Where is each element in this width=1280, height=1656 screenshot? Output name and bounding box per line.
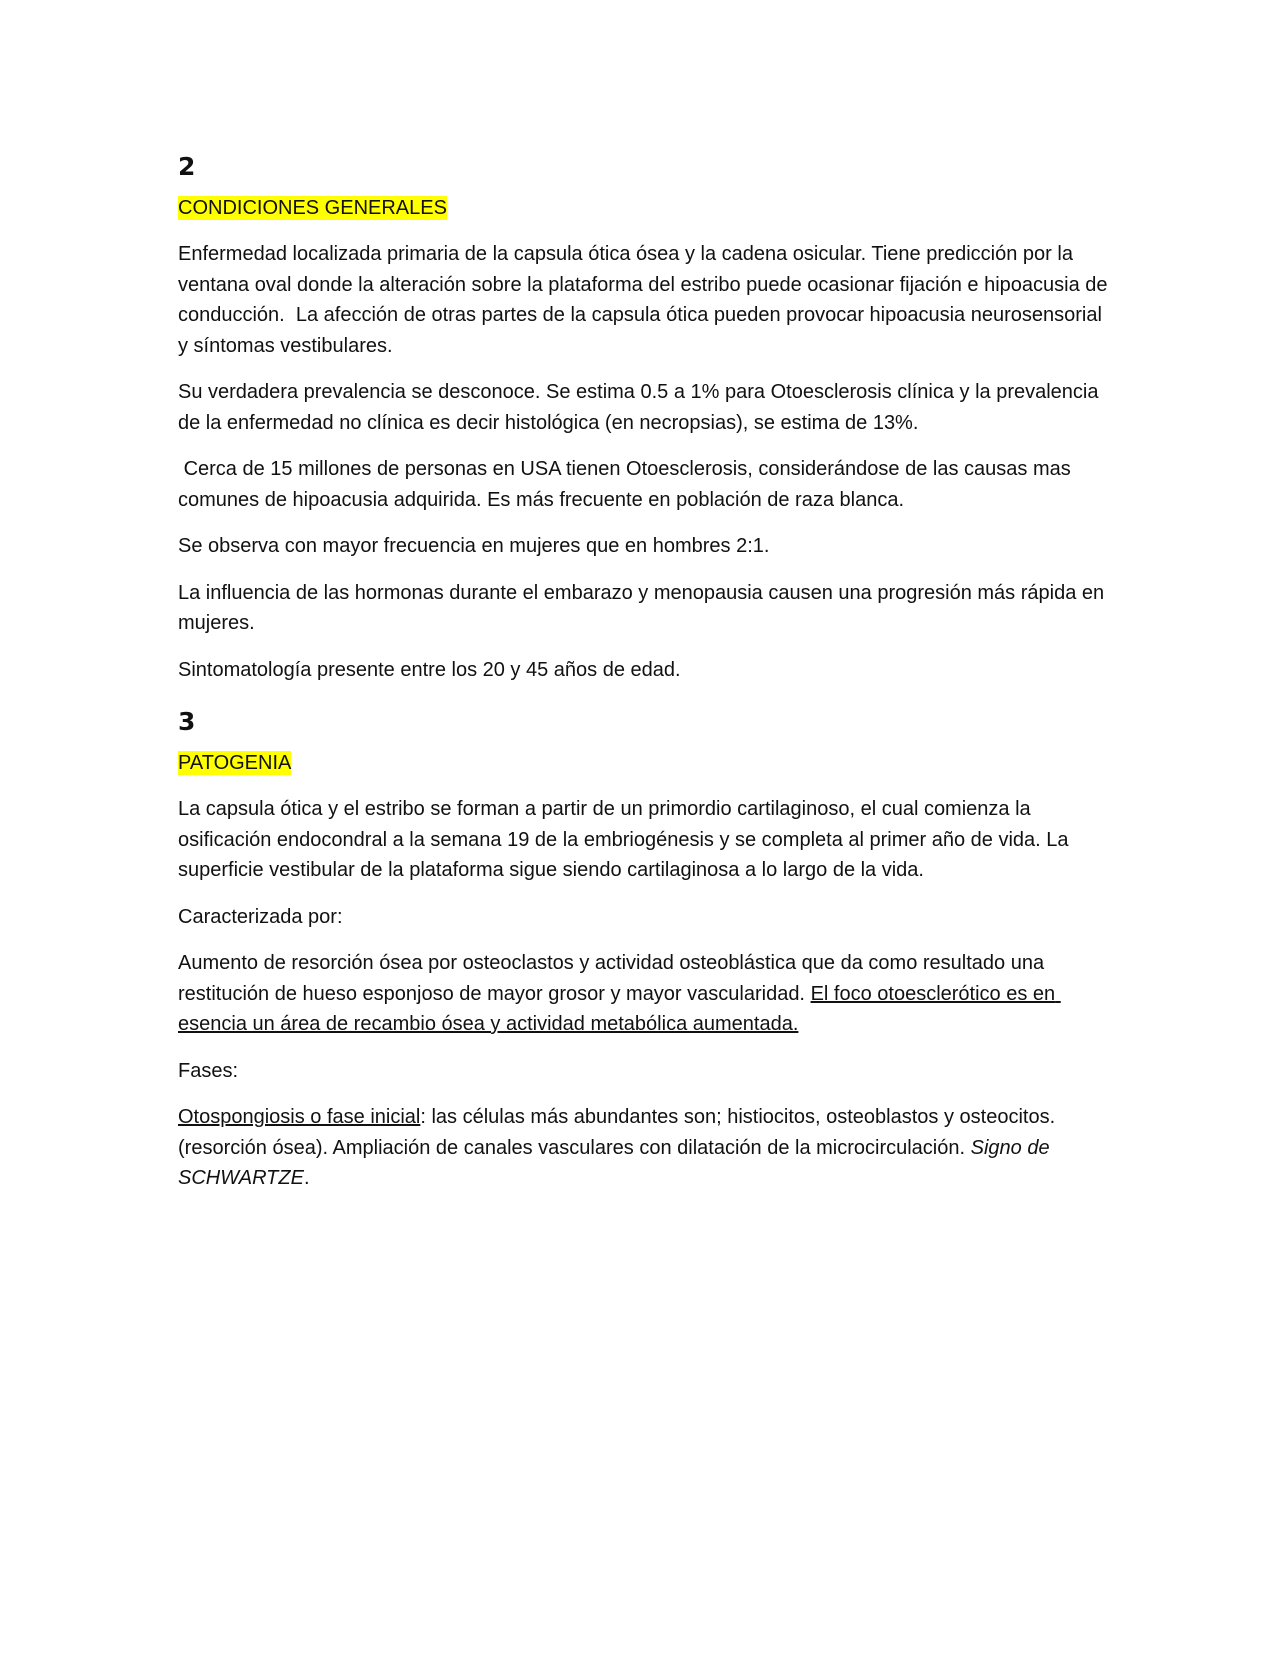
section-number: 2	[178, 152, 196, 181]
paragraph-text: : las células más abundantes son; histiocitos, osteoblastos y osteocitos. (resorción ósea). Ampliación de canales vasculares con dilatación de la microcirculación.	[178, 1106, 1061, 1159]
section-number: 3	[178, 707, 196, 736]
paragraph: Su verdadera prevalencia se desconoce. Se estima 0.5 a 1% para Otoesclerosis clínica y la prevalencia de la enfermedad no clínica es decir histológica (en necropsias), se estima de 13%.	[178, 381, 1105, 434]
paragraph: La capsula ótica y el estribo se forman a partir de un primordio cartilaginoso, el cual comienza la osificación endocondral a la semana 19 de la embriogénesis y se completa al primer año de vida. La superficie vestibular de la plataforma sigue siendo cartilaginosa a lo largo de la vida.	[178, 798, 1075, 881]
document-page	[178, 150, 1114, 1210]
section-title-wrapper	[178, 751, 1108, 794]
italic-text: Signo de SCHWARTZE	[178, 1136, 1056, 1189]
underlined-term: Otospongiosis o fase inicial	[178, 1106, 421, 1128]
paragraph: Se observa con mayor frecuencia en mujeres que en hombres 2:1.	[178, 535, 770, 557]
paragraph-text: Aumento de resorción ósea por osteoclastos y actividad osteoblástica que da como resultado una restitución de hueso esponjoso de mayor grosor y mayor vascularidad.	[178, 952, 1050, 1005]
paragraph: Cerca de 15 millones de personas en USA tienen Otoesclerosis, considerándose de las causas mas comunes de hipoacusia adquirida. Es más frecuente en población de raza blanca.	[178, 458, 1077, 511]
section-title-highlighted: CONDICIONES GENERALES	[178, 197, 447, 219]
paragraph-fase-inicial	[178, 1102, 1108, 1194]
section-title-wrapper	[178, 196, 1108, 239]
paragraph: Caracterizada por:	[178, 905, 343, 928]
paragraph: Enfermedad localizada primaria de la capsula ótica ósea y la cadena osicular. Tiene predicción por la ventana oval donde la alteración sobre la plataforma del estribo puede ocasionar fijación e hipoacusia de conducción. La afección de otras partes de la capsula ótica pueden provocar hipoacusia neurosensorial y síntomas vestibulares.	[178, 243, 1114, 357]
underlined-text: El foco otoesclerótico es en esencia un área de recambio ósea y actividad metabólica aumentada.	[178, 982, 1061, 1035]
paragraph-resorcion	[178, 948, 1108, 1040]
paragraph: La influencia de las hormonas durante el embarazo y menopausia causen una progresión más rápida en mujeres.	[178, 581, 1110, 634]
fases-label: Fases:	[178, 1059, 239, 1082]
paragraph: Sintomatología presente entre los 20 y 45 años de edad.	[178, 658, 681, 681]
paragraph-end: .	[303, 1167, 310, 1189]
section-title-highlighted: PATOGENIA	[178, 752, 292, 774]
